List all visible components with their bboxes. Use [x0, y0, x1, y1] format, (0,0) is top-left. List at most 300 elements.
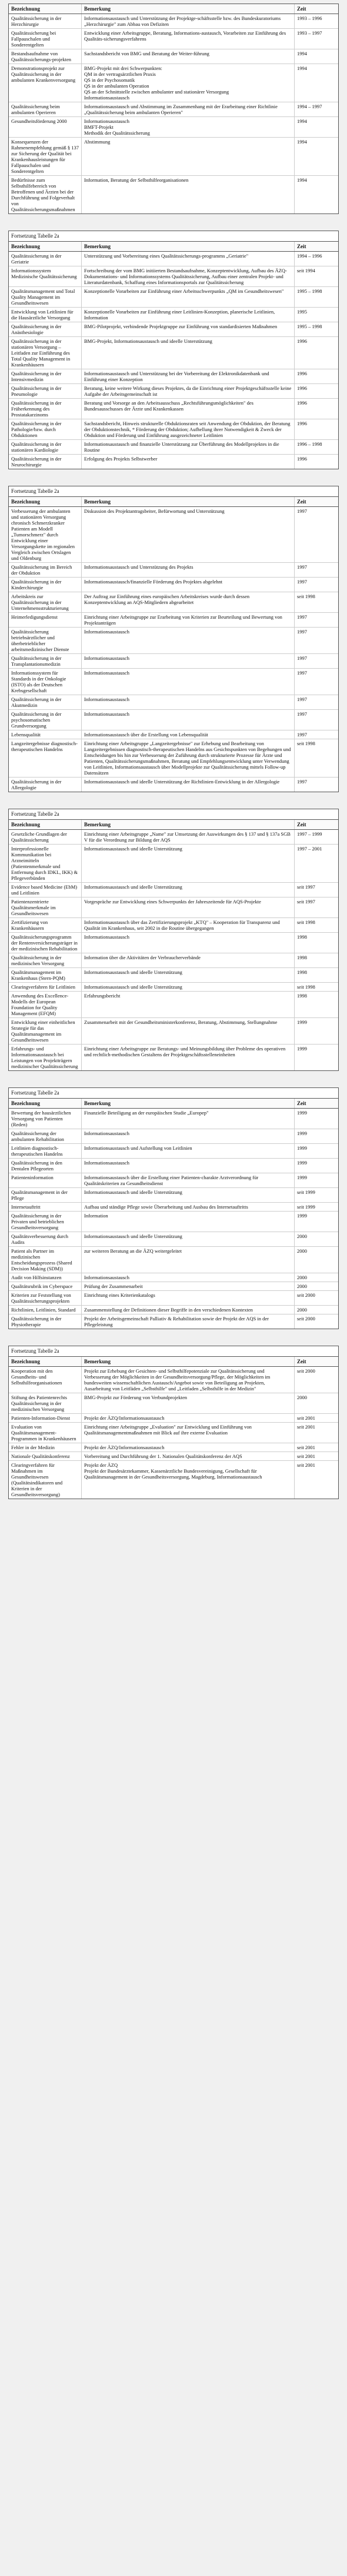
- data-table: [8, 809, 339, 1071]
- cell-zeit: seit 2000: [297, 1316, 315, 1322]
- data-table: [8, 486, 339, 792]
- cell-bezeichnung: Entwicklung einer einheitlichen Strategie für das Qualitätsmanagement im Gesundheitswesen: [9, 1018, 82, 1044]
- table-row: [9, 1144, 338, 1159]
- cell-bemerkung: Konzeptionelle Vorarbeiten zur Einführung einer Leitlinien-Konzeption, planerische Leitlinien, Information: [82, 308, 295, 322]
- cell-zeit: 2000: [297, 1248, 307, 1254]
- cell-zeit: 1993 – 1997: [297, 30, 322, 36]
- table-row: [9, 1173, 338, 1188]
- cell-bemerkung: Informationsaustausch über die Erstellung von Lebensqualität: [82, 730, 295, 739]
- table-row: [9, 778, 338, 792]
- cell-bemerkung: Informationsaustausch: [82, 669, 295, 695]
- cell-bemerkung: Prüfung der Zusammenarbeit: [82, 1282, 295, 1290]
- cell-bemerkung: Informationsaustausch: [82, 628, 295, 653]
- cell-zeit: 1999: [297, 1145, 307, 1151]
- cell-zeit: 1996: [297, 421, 307, 426]
- column-header: Bezeichnung: [9, 242, 82, 251]
- table-row: [9, 399, 338, 419]
- cell-bezeichnung: Richtlinien, Leitlinien, Standard: [9, 1306, 82, 1314]
- cell-bezeichnung: Bestandsaufnahme von Qualitätssicherungs-projekten: [9, 49, 82, 64]
- cell-bezeichnung: Qualitätssicherung in der stationären Kardiologie: [9, 440, 82, 454]
- cell-bemerkung: Informationsaustausch und Unterstützung des Projekts: [82, 563, 295, 577]
- column-header: Bemerkung: [82, 1357, 295, 1366]
- cell-bezeichnung: Heimerledigungsdienst: [9, 613, 82, 627]
- cell-zeit: 1995: [297, 309, 307, 315]
- cell-zeit: 1999: [297, 1130, 307, 1136]
- cell-zeit: 1997: [297, 614, 307, 620]
- table-row: [9, 628, 338, 654]
- table-row: [9, 1291, 338, 1306]
- cell-bezeichnung: Qualitätsmanagement in der Pflege: [9, 1188, 82, 1202]
- cell-bemerkung: Information über die Aktivitäten der Verbraucherverbände: [82, 953, 295, 967]
- cell-bemerkung: Information: [82, 1212, 295, 1232]
- table-row: [9, 337, 338, 369]
- cell-bemerkung: Informationsaustausch und Aufstellung von Leitlinien: [82, 1144, 295, 1158]
- cell-zeit: seit 2000: [297, 1292, 315, 1298]
- column-header: Bezeichnung: [9, 497, 82, 506]
- cell-zeit: 1994: [297, 177, 307, 183]
- cell-zeit: 1996: [297, 400, 307, 406]
- cell-bemerkung: Einrichtung einer Arbeitsgruppe „Name" zur Umsetzung der Auswirkungen des § 137 und § 137a SGB V für die Verordnung zur Bildung der AQS: [82, 830, 295, 844]
- cell-bezeichnung: Kriterien zur Feststellung von Qualitätssicherungsprojekten: [9, 1291, 82, 1305]
- cell-bezeichnung: Qualitätssicherung in der Pathologie/bzw. durch Obduktionen: [9, 419, 82, 439]
- cell-zeit: 1995 – 1998: [297, 323, 322, 329]
- cell-zeit: seit 2001: [297, 1415, 315, 1421]
- cell-bezeichnung: Internetauftritt: [9, 1203, 82, 1211]
- table-row: [9, 739, 338, 778]
- cell-bezeichnung: Stiftung des Patientenrechts Qualitätssicherung in der medizinischen Versorgung: [9, 1393, 82, 1413]
- cell-bemerkung: Sachstandsbericht von BMG und Beratung der Weiter-führung: [82, 49, 295, 64]
- column-header: Bemerkung: [82, 820, 295, 829]
- cell-bezeichnung: Qualitätssicherungsprogramm der Rentenversicherungsträger in der medizinischen Rehabilitation: [9, 933, 82, 953]
- table-row: [9, 266, 338, 287]
- cell-bezeichnung: Qualitätssicherung bei Fallpauschalen und Sonderentgelten: [9, 29, 82, 49]
- table-row: [9, 102, 338, 117]
- table-caption: Fortsetzung Tabelle 2a: [9, 486, 338, 497]
- table-row: [9, 1045, 338, 1070]
- cell-bemerkung: Einrichtung einer Arbeitsgruppe „Langzeitergebnisse" zur Erhebung und Bearbeitung von Langzeitergebnissen diagnostisch-therapeutischen Handelns aus Gesichtspunkten von Begehungen und Entscheidungen bis hin zur Verbesserung der Zuführung durch strukturierte Prozesse für Ärzte und Patienten, Qualitätssicherungsmaßnahmen, Beratung und Empfehlungsentwicklung unter Verwendung von Leitlinien, Informationsaustausch über Modellprojekte zur Qualitätssicherung mittels Follow-up Datensätzen: [82, 739, 295, 777]
- cell-bezeichnung: Informationssystem für Standards in der Onkologie (ISTO) als der Deutschen Krebsgesellschaft: [9, 669, 82, 695]
- cell-bemerkung: Einrichtung einer Arbeitsgruppe „Evaluation" zur Entwicklung und Einführung von Qualitätsmanagementmaßnahmen mit Blick auf ihre externe Evaluation: [82, 1423, 295, 1443]
- table-row: [9, 1306, 338, 1314]
- table-row: [9, 1414, 338, 1423]
- cell-bezeichnung: Patienteninformation: [9, 1173, 82, 1187]
- table-row: [9, 176, 338, 213]
- cell-bezeichnung: Qualitätssicherung in der psychosomatischen Grundversorgung: [9, 710, 82, 730]
- table-row: [9, 730, 338, 739]
- cell-bemerkung: Unterstützung und Vorbereitung eines Qualitätssicherungs-programms „Geriatrie": [82, 252, 295, 266]
- cell-zeit: 1996: [297, 371, 307, 376]
- table-row: [9, 252, 338, 266]
- table-row: [9, 440, 338, 455]
- table-row: [9, 1129, 338, 1144]
- cell-bezeichnung: Verbesserung der ambulanten und stationären Versorgung chronisch Schmerzkranker Patienten am Modell „Tumorschmerz" durch Entwicklung einer Versorgungskette im regionalen Vergleich zwischen Ortslagen und Oldenburg: [9, 507, 82, 562]
- cell-bezeichnung: Bedürfnisse zum Selbsthilfebereich von Betroffenen und Ärzten bei der Durchführung und Folgeverhalt von Qualitätssicherungsmaßnahmen: [9, 176, 82, 213]
- table-header-row: [9, 4, 338, 14]
- cell-bezeichnung: Zertifizierung von Krankenhäusern: [9, 918, 82, 932]
- cell-zeit: seit 1997: [297, 899, 315, 905]
- cell-zeit: 1995 – 1998: [297, 288, 322, 294]
- cell-zeit: 1997: [297, 711, 307, 717]
- column-header: Bezeichnung: [9, 820, 82, 829]
- cell-bezeichnung: Evidence based Medicine (EbM) und Leitlinien: [9, 883, 82, 897]
- cell-zeit: seit 1999: [297, 1189, 315, 1195]
- cell-zeit: 1994 – 1997: [297, 104, 322, 109]
- cell-bezeichnung: Evaluation von Qualitätsmanagement-Programmen in Krankenhäusern: [9, 1423, 82, 1443]
- cell-bemerkung: Projekt der ÄZQ Projekt der Bundesärztekammer, Kassenärztliche Bundesvereinigung, Gesellschaft für Qualitätsmanagement in der Gesundheitsversorgung, Magdeburg, Informationsaustausch: [82, 1461, 295, 1499]
- cell-bemerkung: BMG-Pilotprojekt, verbindende Projektgruppe zur Einführung von standardisierten Maßnahmen: [82, 322, 295, 336]
- table-caption: Fortsetzung Tabelle 2a: [9, 231, 338, 242]
- cell-bemerkung: Erfolgung des Projekts Selbstwerber: [82, 455, 295, 469]
- cell-bemerkung: Information, Beratung der Selbsthilfeorganisationen: [82, 176, 295, 213]
- cell-bezeichnung: Konsequenzen der Rahmenempfehlung gemäß § 137 zur Sicherung der Qualität bei Krankenhausleistungen für Fallpauschalen und Sonderentgelten: [9, 138, 82, 175]
- cell-bemerkung: Informationsaustausch über das Zertifizierungsprojekt „KTQ" – Kooperation für Transparenz und Qualität im Krankenhaus, seit 2002 in die Routine übergegangen: [82, 918, 295, 932]
- table-row: [9, 933, 338, 953]
- cell-bezeichnung: Qualitätssicherung in der Akutmedizin: [9, 695, 82, 709]
- cell-bezeichnung: Qualitätssicherung in der Kinderchirurgie: [9, 578, 82, 592]
- cell-bemerkung: zur weiteren Beratung an die ÄZQ weitergeleitet: [82, 1247, 295, 1273]
- table-row: [9, 613, 338, 628]
- data-table: [8, 1346, 339, 1499]
- table-row: [9, 968, 338, 983]
- cell-bezeichnung: Qualitätssicherung in der Physiotherapie: [9, 1314, 82, 1329]
- cell-bezeichnung: Kooperation mit den Gesundheits- und Selbsthilfeorganisationen: [9, 1367, 82, 1393]
- cell-bezeichnung: Qualitätssicherung in der Neurochirurgie: [9, 455, 82, 469]
- cell-zeit: 1996: [297, 385, 307, 391]
- cell-bemerkung: Informationsaustausch über die Erstellung einer Patienten-charakte Arztverordnung für Qualitätskriterien zu Gesundheitsdienst: [82, 1173, 295, 1187]
- table-row: [9, 953, 338, 968]
- table-row: [9, 1423, 338, 1443]
- table-row: [9, 669, 338, 695]
- cell-bezeichnung: Qualitätssicherung der ambulanten Rehabilitation: [9, 1129, 82, 1143]
- column-header: Bezeichnung: [9, 1099, 82, 1108]
- cell-zeit: 1998: [297, 934, 307, 940]
- cell-zeit: 1994: [297, 65, 307, 71]
- cell-bezeichnung: Qualitätssicherung in der Anästhesiologie: [9, 322, 82, 336]
- table-row: [9, 983, 338, 992]
- table-header-row: [9, 242, 338, 252]
- cell-bemerkung: Informationsaustausch und ideelle Unterstützung: [82, 983, 295, 991]
- table-row: [9, 563, 338, 578]
- cell-bemerkung: BMG-Projekt mit drei Schwerpunkten: QM in der vertragsärztlichen Praxis QS in der Psychosomatik QS in der ambulanten Operation QS an der Schnittstelle zwischen ambulanter und stationärer Versorgung Informationsaustausch: [82, 64, 295, 102]
- cell-zeit: 1997: [297, 696, 307, 702]
- cell-bemerkung: Beratung, keine weitere Wirkung dieses Projektes, da die Einrichtung einer Projektgeschäftsstelle keine Aufgabe der Arbeitsgemeinschaft ist: [82, 384, 295, 398]
- cell-bemerkung: Informationsaustausch und ideelle Unterstützung: [82, 968, 295, 982]
- cell-bemerkung: Projekt der Arbeitsgemeinschaft Palliativ & Rehabilitation sowie der Projekt der AQS in der Pflegeleistung: [82, 1314, 295, 1329]
- cell-bemerkung: Informationsaustausch: [82, 710, 295, 730]
- cell-bemerkung: Informationsaustausch: [82, 933, 295, 953]
- cell-bemerkung: Informationsaustausch: [82, 1159, 295, 1173]
- cell-bezeichnung: Langzeitergebnisse diagnostisch-therapeutischen Handelns: [9, 739, 82, 777]
- cell-bezeichnung: Qualitätssicherung in der medizinischen Versorgung: [9, 953, 82, 967]
- cell-zeit: 1994: [297, 51, 307, 56]
- cell-bezeichnung: Qualitätssicherung in der Geriatrie: [9, 252, 82, 266]
- cell-zeit: 2000: [297, 1394, 307, 1400]
- table-row: [9, 1452, 338, 1461]
- cell-bezeichnung: Qualitätsverbesserung durch Audits: [9, 1232, 82, 1246]
- table-row: [9, 1314, 338, 1329]
- cell-zeit: 2000: [297, 1307, 307, 1313]
- cell-bemerkung: Einrichtung einer Arbeitsgruppe zur Beratungs- und Meinungsbildung über Probleme des operativen und rechtlich-methodischen Gestaltens der Projektgeschäftsstelleneinheiten: [82, 1045, 295, 1070]
- table-row: [9, 1247, 338, 1273]
- cell-bezeichnung: Gesetzliche Grundlagen der Qualitätssicherung: [9, 830, 82, 844]
- table-separator: [0, 798, 347, 809]
- cell-bezeichnung: Anwendung des Excellence-Modells der European Foundation for Quality Management (EFQM): [9, 992, 82, 1017]
- cell-bezeichnung: Qualitätssicherung in der Früherkennung des Prostatakarzinoms: [9, 399, 82, 419]
- table-caption: Fortsetzung Tabelle 2a: [9, 1346, 338, 1357]
- cell-bezeichnung: Qualitätssicherung in der Privaten und betrieblichen Gesundheitsversorgung: [9, 1212, 82, 1232]
- cell-zeit: 1999: [297, 1046, 307, 1052]
- cell-bemerkung: Vorbereitung und Durchführung der 1. Nationalen Qualitätskonferenz der AQS: [82, 1452, 295, 1460]
- column-header: Zeit: [297, 1100, 306, 1106]
- table-row: [9, 883, 338, 897]
- table-row: [9, 710, 338, 730]
- data-table: [8, 1087, 339, 1329]
- cell-bezeichnung: Qualitätssicherung im Bereich der Obduktion: [9, 563, 82, 577]
- table-row: [9, 1273, 338, 1282]
- cell-bezeichnung: Gesundheitsförderung 2000: [9, 117, 82, 137]
- cell-bezeichnung: Qualitätssicherung in der Transplantationsmedizin: [9, 654, 82, 668]
- cell-zeit: 1996 – 1998: [297, 441, 322, 447]
- cell-bemerkung: Informationsaustausch und ideelle Unterstützung: [82, 845, 295, 882]
- cell-zeit: seit 1994: [297, 268, 315, 273]
- table-separator: [0, 1335, 347, 1346]
- column-header: Zeit: [297, 243, 306, 249]
- table-row: [9, 64, 338, 102]
- cell-zeit: 1999: [297, 1213, 307, 1219]
- table-caption: Fortsetzung Tabelle 2a: [9, 1088, 338, 1099]
- cell-bemerkung: BMG-Projekt zur Förderung von Verbundprojekten: [82, 1393, 295, 1413]
- cell-bemerkung: Einrichtung eines Kriterienkatalogs: [82, 1291, 295, 1305]
- table-row: [9, 369, 338, 384]
- table-row: [9, 29, 338, 49]
- cell-zeit: 1998: [297, 969, 307, 975]
- cell-bezeichnung: Arbeitskreis zur Qualitätssicherung in der Unternehmensstrukturierung: [9, 592, 82, 612]
- table-separator: [0, 1077, 347, 1087]
- cell-bezeichnung: Qualitätssicherung in der Pneumologie: [9, 384, 82, 398]
- table-row: [9, 1461, 338, 1499]
- table-row: [9, 592, 338, 613]
- cell-zeit: seit 1998: [297, 919, 315, 925]
- table-row: [9, 1159, 338, 1173]
- cell-bemerkung: Abstimmung: [82, 138, 295, 175]
- cell-bemerkung: Informationsaustausch und Abstimmung im Zusammenhang mit der Erarbeitung einer Richtlinie „Qualitätssicherung beim ambulanten Operieren": [82, 102, 295, 116]
- cell-zeit: 1993 – 1996: [297, 15, 322, 21]
- cell-zeit: 1994: [297, 118, 307, 124]
- cell-zeit: seit 2001: [297, 1453, 315, 1459]
- table-header-row: [9, 1357, 338, 1367]
- table-header-row: [9, 497, 338, 507]
- cell-bezeichnung: Fehler in der Medizin: [9, 1443, 82, 1451]
- cell-zeit: 1994 – 1996: [297, 253, 322, 259]
- cell-zeit: 2000: [297, 1274, 307, 1280]
- cell-zeit: 2000: [297, 1233, 307, 1239]
- cell-zeit: 1997: [297, 564, 307, 570]
- table-row: [9, 138, 338, 176]
- cell-bezeichnung: Qualitätssicherung in der Herzchirurgie: [9, 14, 82, 28]
- table-row: [9, 1232, 338, 1247]
- cell-bemerkung: Diskussion des Projektantragsbeiter, Befürwortung und Unterstützung: [82, 507, 295, 562]
- cell-bezeichnung: Bewertung der hausärztlichen Versorgung von Patienten (Reden): [9, 1109, 82, 1129]
- cell-bemerkung: Zusammenarbeit mit der Gesundheitsministerkonferenz, Beratung, Abstimmung, Stellungnahme: [82, 1018, 295, 1044]
- cell-bemerkung: Informationsaustausch und ideelle Unterstützung: [82, 883, 295, 897]
- column-header: Zeit: [297, 6, 306, 12]
- cell-bezeichnung: Patient als Partner im medizinischen Entscheidungsprozess (Shared Decision Making (SDM)): [9, 1247, 82, 1273]
- cell-bemerkung: Der Auftrag zur Einführung eines europäischen Arbeitskreises wurde durch dessen Konzeptentwicklung an AQS-Mitgliedern abgearbeitet: [82, 592, 295, 612]
- cell-bemerkung: Konzeptionelle Vorarbeiten zur Einführung einer Arbeitsschwerpunkts „QM im Gesundheitswesen": [82, 287, 295, 307]
- column-header: Bezeichnung: [9, 4, 82, 14]
- cell-zeit: 1999: [297, 1110, 307, 1116]
- table-header-row: [9, 1099, 338, 1109]
- column-header: Bemerkung: [82, 497, 295, 506]
- table-row: [9, 1018, 338, 1045]
- cell-bezeichnung: Interprofessionelle Kommunikation bei Arzneimitteln (Patientenmerkmale und Entfernung durch IDKL, IKK) & Pflegeverbünden: [9, 845, 82, 882]
- cell-zeit: 1997 – 1999: [297, 831, 322, 837]
- cell-bezeichnung: Qualitätsmanagement und Total Quality Management im Gesundheitswesen: [9, 287, 82, 307]
- table-row: [9, 654, 338, 669]
- cell-bemerkung: Fortschreibung der vom BMG initiierten Bestandsaufnahme, Konzeptentwicklung, Aufbau des ÄZQ-Dokumentations- und Informationssystems Qualitätssicherung, Aufbau einer zentralen Projekt- und Literaturdatenbank, Schaffung eines Informationsportals zur Qualitätssicherung: [82, 266, 295, 286]
- table-row: [9, 1393, 338, 1414]
- cell-zeit: 1999: [297, 1160, 307, 1166]
- cell-zeit: seit 2001: [297, 1424, 315, 1430]
- cell-zeit: 1994: [297, 139, 307, 145]
- cell-bemerkung: Informationsaustausch: [82, 695, 295, 709]
- table-row: [9, 455, 338, 469]
- cell-zeit: seit 1999: [297, 1204, 315, 1210]
- cell-zeit: seit 2001: [297, 1462, 315, 1468]
- cell-zeit: 2000: [297, 1283, 307, 1289]
- cell-bezeichnung: Qualitätssicherung beim ambulanten Operieren: [9, 102, 82, 116]
- table-row: [9, 845, 338, 883]
- table-row: [9, 1443, 338, 1452]
- table-row: [9, 322, 338, 337]
- cell-bezeichnung: Clearingverfahren für Leitlinien: [9, 983, 82, 991]
- cell-bezeichnung: Qualitätssicherung in der Allergologie: [9, 778, 82, 792]
- data-table: [8, 231, 339, 469]
- table-row: [9, 49, 338, 64]
- cell-bezeichnung: Audit von Hilfsinstanzen: [9, 1273, 82, 1282]
- cell-bemerkung: Beratung und Vorsorge an den Arbeitsausschuss „Rechtsführungsmöglichkeiten" des Bundesausschusses der Ärzte und Krankenkassen: [82, 399, 295, 419]
- table-row: [9, 1109, 338, 1129]
- cell-bemerkung: Informationsaustausch und Unterstützung der Projektge-schäftsstelle bzw. des Bundeskuratoriums „Herzchirurgie" zum Abbau von Defiziten: [82, 14, 295, 28]
- cell-bemerkung: Informationsaustausch: [82, 1129, 295, 1143]
- table-row: [9, 384, 338, 399]
- cell-zeit: 1997: [297, 779, 307, 785]
- table-row: [9, 992, 338, 1018]
- table-row: [9, 1282, 338, 1291]
- cell-zeit: seit 1997: [297, 884, 315, 890]
- cell-zeit: 1997: [297, 655, 307, 661]
- table-header-row: [9, 820, 338, 830]
- cell-bezeichnung: Informationssystem Medizinische Qualitätssicherung: [9, 266, 82, 286]
- table-row: [9, 1188, 338, 1203]
- column-header: Bemerkung: [82, 1099, 295, 1108]
- cell-bemerkung: Informationsaustausch und ideelle Unterstützung: [82, 1232, 295, 1246]
- cell-bezeichnung: Qualitätssicherung in der Intensivmedizin: [9, 369, 82, 383]
- table-row: [9, 1203, 338, 1212]
- cell-bezeichnung: Patientenzentrierte Qualitätsmerkmale im Gesundheitswesen: [9, 897, 82, 917]
- cell-bezeichnung: Qualitätssicherung in den Dentalen Pflegeorten: [9, 1159, 82, 1173]
- cell-bemerkung: Informationsaustausch: [82, 1273, 295, 1282]
- cell-zeit: seit 1998: [297, 740, 315, 746]
- cell-zeit: 1996: [297, 338, 307, 344]
- cell-bemerkung: Informationsaustausch und Unterstützung bei der Vorbereitung der Elektronikdatenbank und Einführung einer Konzeption: [82, 369, 295, 383]
- cell-bezeichnung: Qualitätsmanagement im Krankenhaus (Stern-PQM): [9, 968, 82, 982]
- table-row: [9, 308, 338, 322]
- cell-bemerkung: Informationsaustausch BMFT-Projekt Methodik der Qualitätssicherung: [82, 117, 295, 137]
- cell-bemerkung: Projekt der ÄZQ/Informationsaustausch: [82, 1414, 295, 1422]
- cell-bemerkung: Vorgespräche zur Entwicklung eines Schwerpunkts der Jahreszeitende für AQS-Projekte: [82, 897, 295, 917]
- cell-bemerkung: Informationsaustausch/finanzielle Förderung des Projektes abgelehnt: [82, 578, 295, 592]
- cell-zeit: 1997: [297, 629, 307, 635]
- cell-bezeichnung: Entwicklung von Leitlinien für die Hausärztliche Versorgung: [9, 308, 82, 322]
- table-row: [9, 1212, 338, 1232]
- table-row: [9, 117, 338, 138]
- cell-bemerkung: Informationsaustausch und ideelle Unterstützung: [82, 1188, 295, 1202]
- cell-zeit: 1997: [297, 579, 307, 585]
- cell-bezeichnung: Nationale Qualitätskonferenz: [9, 1452, 82, 1460]
- table-row: [9, 918, 338, 933]
- cell-bemerkung: Entwicklung einer Arbeitsgruppe, Beratung, Informations-austausch, Vorarbeiten zur Einführung des Qualitäts-sicherungsverfahrens: [82, 29, 295, 49]
- cell-zeit: 1997: [297, 670, 307, 676]
- column-header: Zeit: [297, 1359, 306, 1364]
- cell-zeit: 1997: [297, 732, 307, 738]
- cell-zeit: 1998: [297, 955, 307, 960]
- table-row: [9, 830, 338, 845]
- cell-zeit: 1997: [297, 508, 307, 514]
- table-row: [9, 419, 338, 440]
- table-row: [9, 897, 338, 918]
- cell-zeit: 1999: [297, 1019, 307, 1025]
- cell-bemerkung: Erfahrungsbericht: [82, 992, 295, 1017]
- cell-zeit: 1997 – 2001: [297, 846, 322, 852]
- table-row: [9, 578, 338, 592]
- cell-zeit: seit 1998: [297, 984, 315, 990]
- cell-bezeichnung: Erfahrungs- und Informationsaustausch bei Leistungen von Projektträgern medizinischer Qualitätssicherung: [9, 1045, 82, 1070]
- cell-bemerkung: Informationsaustausch und ideelle Unterstützung der Richtlinien-Entwicklung in der Allergologie: [82, 778, 295, 792]
- table-separator: [0, 475, 347, 486]
- cell-zeit: seit 2001: [297, 1444, 315, 1450]
- table-row: [9, 1367, 338, 1393]
- table-caption: Fortsetzung Tabelle 2a: [9, 809, 338, 820]
- cell-bezeichnung: Patienten-Information-Dienst: [9, 1414, 82, 1422]
- cell-bezeichnung: Qualitätsrubrik im Cyberspace: [9, 1282, 82, 1290]
- cell-bemerkung: Projekt der ÄZQ/Informationsaustausch: [82, 1443, 295, 1451]
- cell-bemerkung: Einrichtung einer Arbeitsgruppe zur Erarbeitung von Kriterien zur Beurteilung und Bewertung von Projektanträgen: [82, 613, 295, 627]
- column-header: Zeit: [297, 499, 306, 505]
- cell-bemerkung: Sachstandsbericht, Hinweis strukturelle Obduktionsraten seit Anwendung der Obduktion, der Beratung der Obduktionstechnik, * Förderung der Obduktion; Aufhellung ihrer Notwendigkeit & Zweck der Obduktion und Förderung und Einführung ausgezeichneter Leitlinien: [82, 419, 295, 439]
- cell-bemerkung: Informationsaustausch: [82, 654, 295, 668]
- table-separator: [0, 220, 347, 231]
- cell-bezeichnung: Demonstrationsprojekt zur Qualitätssicherung in der ambulanten Krankenversorgung: [9, 64, 82, 102]
- cell-zeit: 1996: [297, 456, 307, 462]
- column-header: Zeit: [297, 822, 306, 827]
- cell-bezeichnung: Qualitätssicherung in der stationären Versorgung – Leitfaden zur Einführung des Total Quality Management in Krankenhäusern: [9, 337, 82, 369]
- column-header: Bemerkung: [82, 4, 295, 14]
- cell-zeit: 1998: [297, 993, 307, 999]
- table-row: [9, 695, 338, 710]
- cell-bezeichnung: Qualitätssicherung betriebsärztlicher und überbetrieblicher arbeitsmedizinischer Dienste: [9, 628, 82, 653]
- cell-bezeichnung: Clearingverfahren für Maßnahmen im Gesundheitswesen (Qualitätsindikatoren und Kriterien in der Gesundheitsversorgung): [9, 1461, 82, 1499]
- cell-zeit: seit 1998: [297, 593, 315, 599]
- cell-bemerkung: Projekt zur Erhebung der Gesichten- und Selbsthilfepotenziale zur Qualitätssicherung und Verbesserung der Möglichkeiten in der Gesundheitsversorgung/Pflege, der Möglichkeiten im bundesweiten wissenschaftlichen Austausch/Angebot sowie von Beteiligung an Projekten, Ausarbeitung von Leitfäden „Selbsthilfe" und „Leitfaden „Selbsthilfe in der Medizin": [82, 1367, 295, 1393]
- cell-bemerkung: Aufbau und ständige Pflege sowie Überarbeitung und Ausbau des Internetauftritts: [82, 1203, 295, 1211]
- cell-bemerkung: Informationsaustausch und finanzielle Unterstützung zur Überführung des Modellprojektes in die Routine: [82, 440, 295, 454]
- table-row: [9, 287, 338, 308]
- data-table: [8, 4, 339, 214]
- column-header: Bemerkung: [82, 242, 295, 251]
- table-row: [9, 14, 338, 29]
- cell-bemerkung: BMG-Projekt, Informationsaustausch und ideelle Unterstützung: [82, 337, 295, 369]
